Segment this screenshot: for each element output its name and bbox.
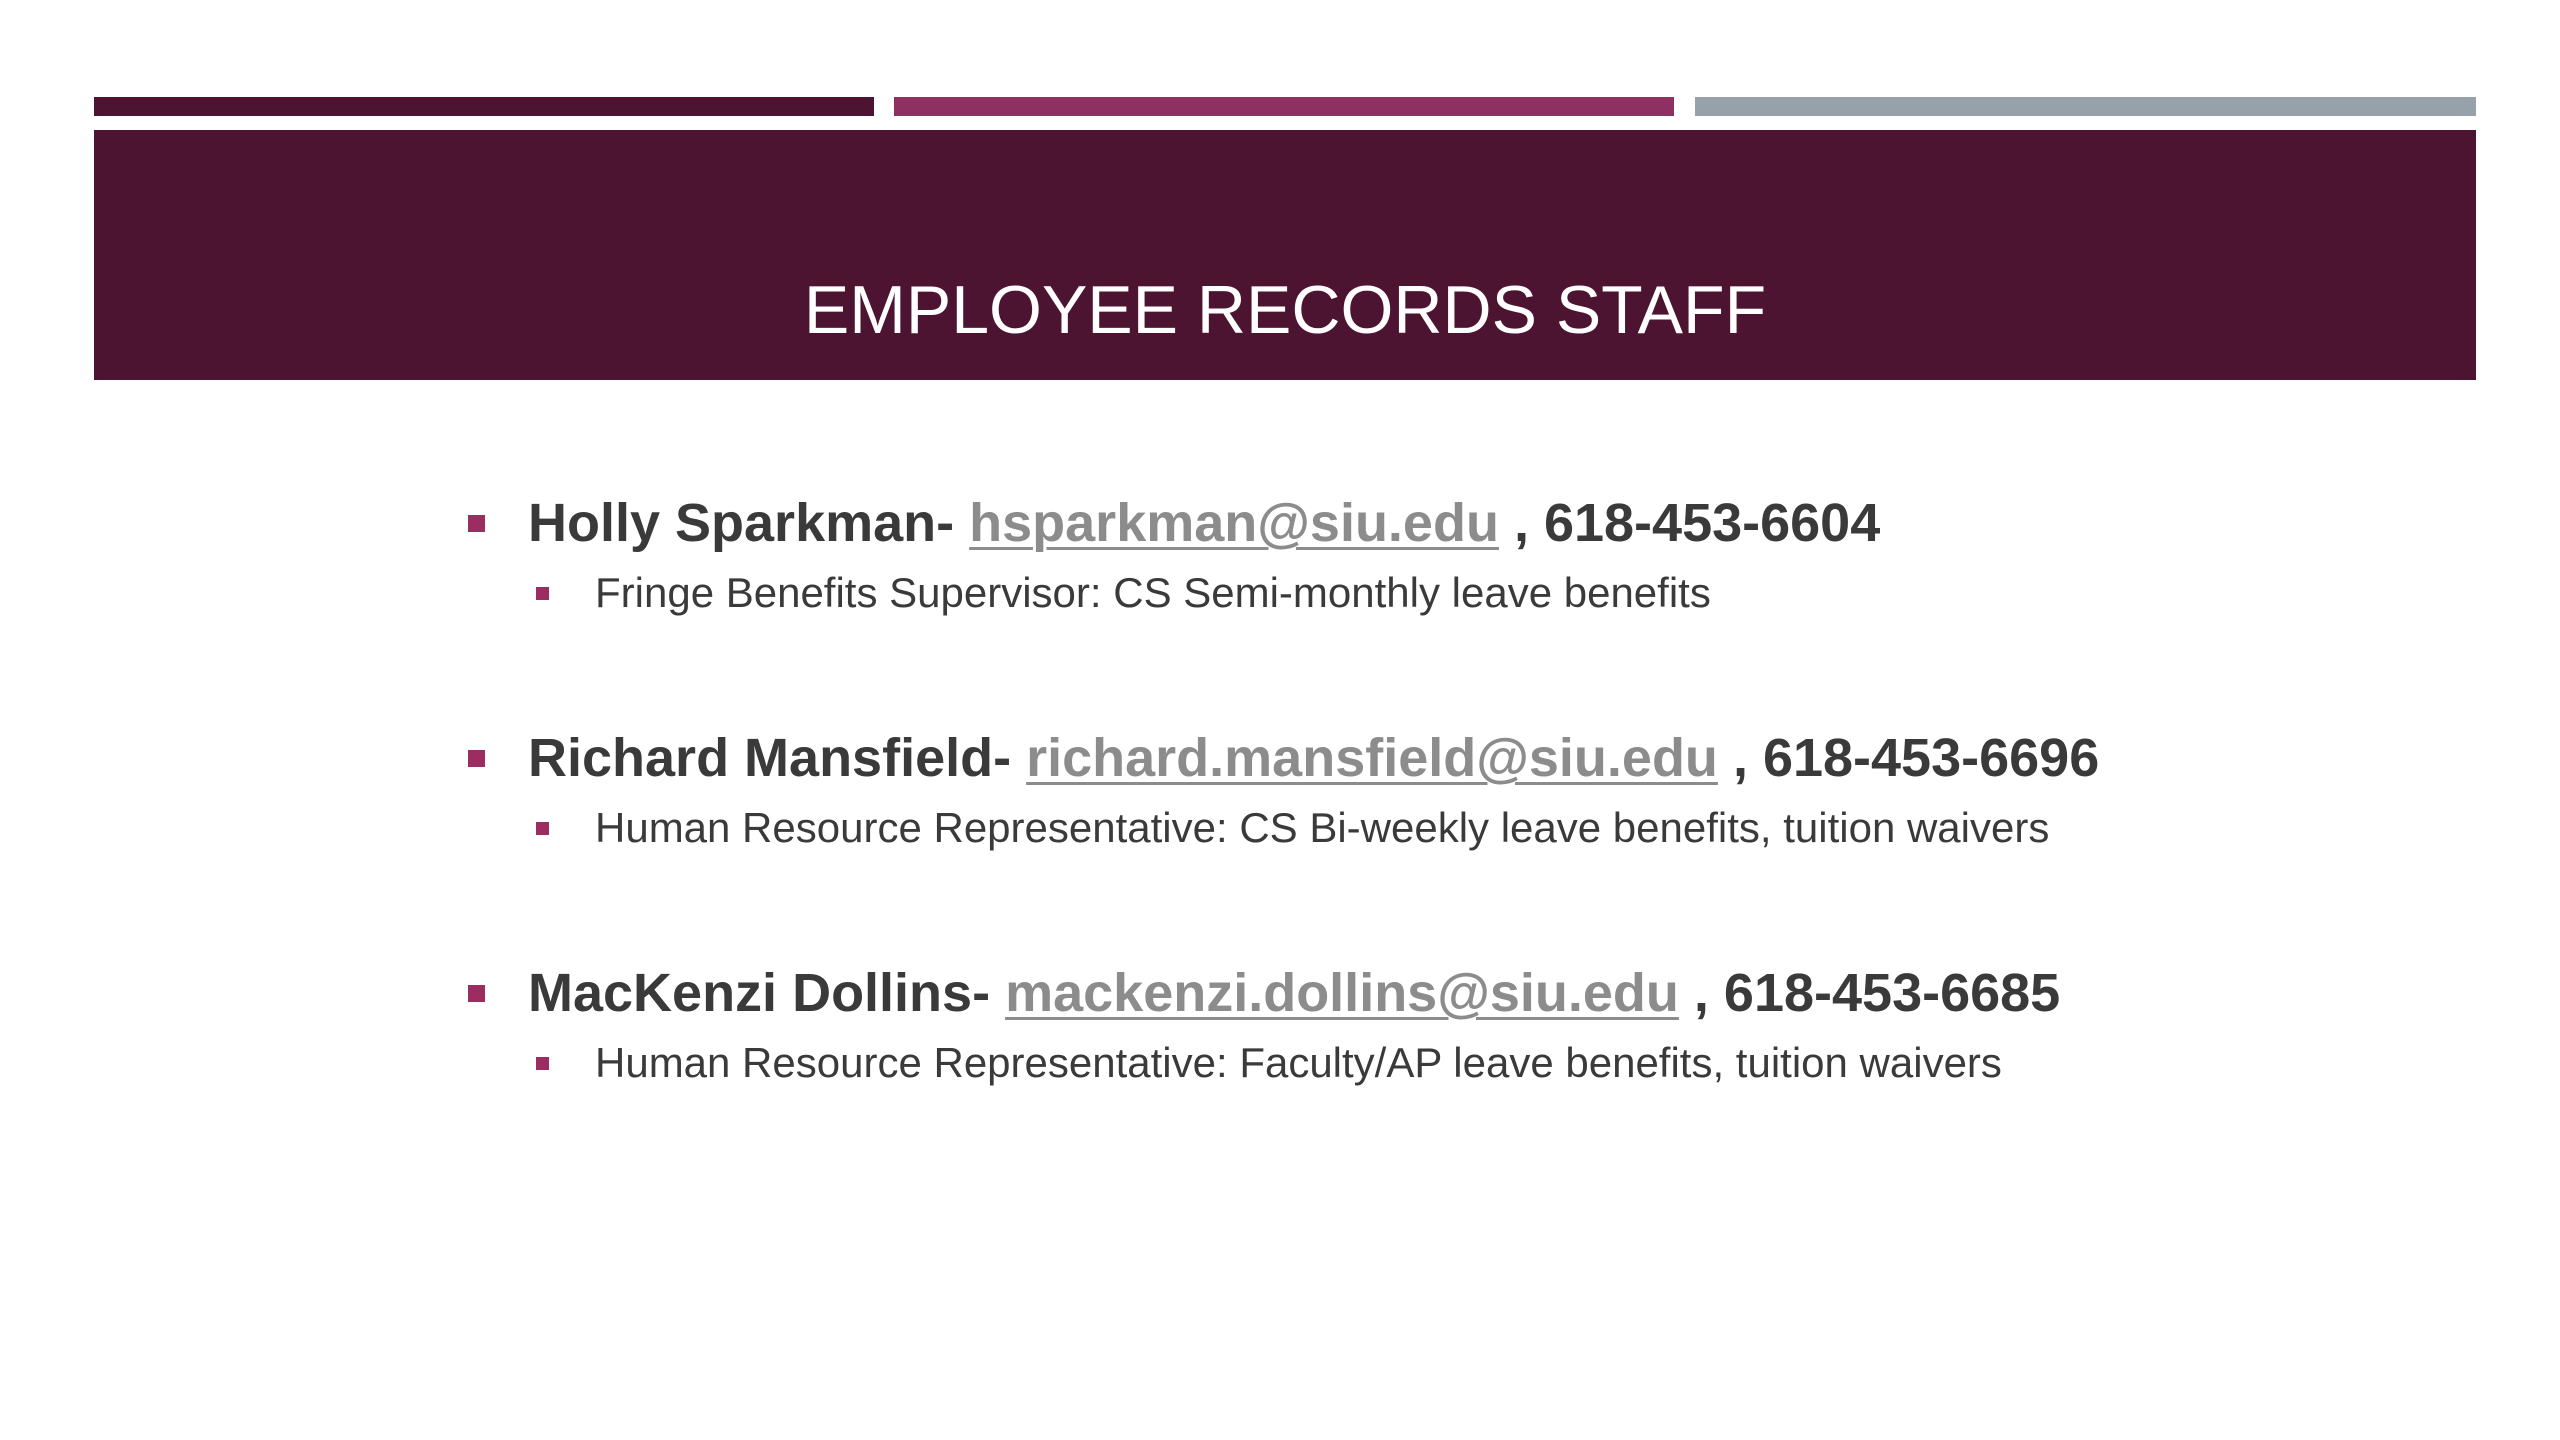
staff-entry [462,955,2262,1093]
staff-contact-line [462,485,2262,561]
staff-phone: , 618-453-6685 [1693,963,2061,1023]
staff-role-line [462,563,2262,623]
staff-entry [462,485,2262,623]
small-square-bullet-icon [536,1057,549,1070]
small-square-bullet-icon [536,822,549,835]
staff-role: Human Resource Representative: CS Bi-weekly leave benefits, tuition waivers [595,804,2050,851]
staff-phone: , 618-453-6696 [1732,728,2100,788]
staff-entry [462,720,2262,858]
square-bullet-icon [468,515,485,532]
staff-contact-line [462,955,2262,1031]
square-bullet-icon [468,985,485,1002]
staff-role: Fringe Benefits Supervisor: CS Semi-monthly leave benefits [595,569,1711,616]
staff-email-link[interactable]: richard.mansfield@siu.edu [1026,728,1718,788]
staff-name: Richard Mansfield- [528,728,1012,788]
title-band [94,130,2476,380]
accent-bar-maroon [94,97,874,116]
accent-bar-gray [1695,97,2476,116]
staff-name: MacKenzi Dollins- [528,963,991,1023]
staff-contact-line [462,720,2262,796]
staff-name: Holly Sparkman- [528,493,955,553]
staff-role-line [462,1033,2262,1093]
slide-title: EMPLOYEE RECORDS STAFF [803,272,1767,348]
staff-list [462,485,2262,1190]
square-bullet-icon [468,750,485,767]
accent-bar-magenta [894,97,1674,116]
staff-role-line [462,798,2262,858]
staff-email-link[interactable]: hsparkman@siu.edu [969,493,1499,553]
staff-role: Human Resource Representative: Faculty/AP leave benefits, tuition waivers [595,1039,2002,1086]
staff-phone: , 618-453-6604 [1513,493,1881,553]
staff-email-link[interactable]: mackenzi.dollins@siu.edu [1005,963,1679,1023]
small-square-bullet-icon [536,587,549,600]
